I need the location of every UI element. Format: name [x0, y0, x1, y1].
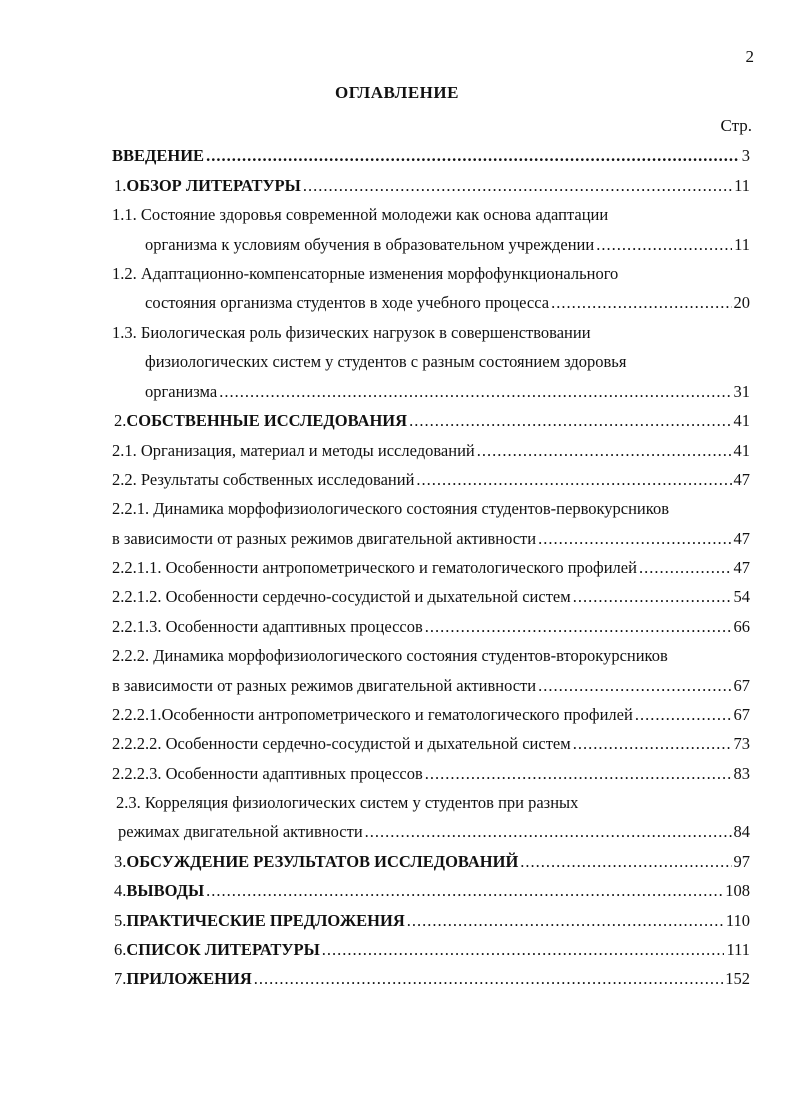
toc-entry-2-2-1-1[interactable] — [112, 558, 750, 578]
toc-entry-1-3-line3[interactable] — [145, 382, 750, 402]
toc-entry-page: 97 — [733, 852, 750, 871]
toc-entry-page: 11 — [734, 235, 750, 254]
leader-dots — [303, 176, 732, 196]
toc-entry-title-cont: физиологических систем у студентов с разным состоянием здоровья — [145, 352, 627, 371]
toc-entry-number: 7. — [114, 969, 127, 988]
toc-entry-1-2-line2[interactable] — [145, 293, 750, 313]
toc-entry-title-cont: в зависимости от разных режимов двигательной активности — [112, 529, 537, 548]
toc-entry-title: 2.2.1.3. Особенности адаптивных процессов — [112, 617, 423, 636]
leader-dots — [409, 411, 731, 431]
toc-entry-page: 11 — [734, 176, 750, 195]
leader-dots — [206, 146, 740, 166]
toc-entry-number: 3. — [114, 852, 127, 871]
toc-entry-page: 47 — [733, 558, 750, 577]
leader-dots — [425, 617, 732, 637]
leader-dots — [477, 441, 732, 461]
toc-entry-title-cont: режимах двигательной активности — [118, 822, 363, 841]
toc-entry-title: ВЫВОДЫ — [126, 881, 205, 900]
toc-entry-2-3-line1[interactable] — [116, 793, 578, 813]
toc-entry-2-2-2-3[interactable] — [112, 764, 750, 784]
toc-entry-title: 1.2. Адаптационно-компенсаторные изменения морфофункционального — [112, 264, 619, 283]
toc-entry-number: 5. — [114, 911, 127, 930]
toc-entry-title: 1.3. Биологическая роль физических нагрузок в совершенствовании — [112, 323, 591, 342]
toc-entry-page: 67 — [733, 676, 750, 695]
toc-entry-page: 41 — [733, 441, 750, 460]
toc-entry-3[interactable] — [114, 852, 750, 872]
toc-entry-title: 2.2.1.1. Особенности антропометрического и гематологического профилей — [112, 558, 637, 577]
page-column-label: Стр. — [720, 116, 752, 135]
toc-entry-2-2-2-line2[interactable] — [112, 676, 750, 696]
toc-entry-title: 2.2.1.2. Особенности сердечно-сосудистой и дыхательной систем — [112, 587, 571, 606]
toc-entry-title: 2.1. Организация, материал и методы исследований — [112, 441, 475, 460]
leader-dots — [538, 529, 731, 549]
toc-entry-page: 73 — [733, 734, 750, 753]
toc-entry-page: 67 — [733, 705, 750, 724]
leader-dots — [407, 911, 724, 931]
toc-entry-title: СОБСТВЕННЫЕ ИССЛЕДОВАНИЯ — [126, 411, 408, 430]
toc-entry-title: 2.2.2.1.Особенности антропометрического и гематологического профилей — [112, 705, 633, 724]
toc-entry-number: 6. — [114, 940, 127, 959]
toc-entry-2-2-2-line1[interactable] — [112, 646, 668, 666]
toc-entry-page: 47 — [733, 529, 750, 548]
page-title: ОГЛАВЛЕНИЕ — [335, 83, 459, 102]
toc-entry-2-2-1-line2[interactable] — [112, 529, 750, 549]
toc-entry-page: 108 — [725, 881, 750, 900]
leader-dots — [425, 764, 732, 784]
toc-entry-1-3-line2[interactable] — [145, 352, 626, 372]
toc-entry-page: 47 — [733, 470, 750, 489]
leader-dots — [520, 852, 731, 872]
toc-entry-1-2-line1[interactable] — [112, 264, 618, 284]
toc-entry-title: ПРИЛОЖЕНИЯ — [126, 969, 252, 988]
toc-entry-page: 66 — [733, 617, 750, 636]
toc-entry-page: 110 — [725, 911, 750, 930]
toc-entry-page: 31 — [733, 382, 750, 401]
leader-dots — [416, 470, 731, 490]
toc-entry-1-1-line1[interactable] — [112, 205, 608, 225]
leader-dots — [322, 940, 725, 960]
toc-entry-title-cont: организма — [145, 382, 218, 401]
toc-entry-2-2-1-3[interactable] — [112, 617, 750, 637]
toc-entry-title: СПИСОК ЛИТЕРАТУРЫ — [126, 940, 320, 959]
toc-entry-2-2[interactable] — [112, 470, 750, 490]
leader-dots — [254, 969, 724, 989]
toc-entry-page: 41 — [733, 411, 750, 430]
leader-dots — [538, 676, 731, 696]
leader-dots — [573, 734, 732, 754]
toc-entry-5[interactable] — [114, 911, 750, 931]
toc-entry-title-cont: организма к условиям обучения в образовательном учреждении — [145, 235, 595, 254]
toc-entry-title: 2.2. Результаты собственных исследований — [112, 470, 415, 489]
toc-entry-page: 83 — [733, 764, 750, 783]
toc-entry-title: 2.3. Корреляция физиологических систем у студентов при разных — [116, 793, 579, 812]
leader-dots — [551, 293, 731, 313]
toc-entry-page: 3 — [741, 146, 750, 165]
toc-entry-title: ОБЗОР ЛИТЕРАТУРЫ — [126, 176, 301, 195]
leader-dots — [596, 235, 732, 255]
toc-entry-2-2-2-2[interactable] — [112, 734, 750, 754]
toc-entry-title: ВВЕДЕНИЕ — [112, 146, 205, 165]
toc-entry-number: 2. — [114, 411, 127, 430]
toc-entry-2-2-2-1[interactable] — [112, 705, 750, 725]
toc-entry-1[interactable] — [114, 176, 750, 196]
toc-entry-4[interactable] — [114, 881, 750, 901]
toc-entry-title: 2.2.2.2. Особенности сердечно-сосудистой и дыхательной систем — [112, 734, 571, 753]
toc-entry-2-2-1-2[interactable] — [112, 587, 750, 607]
toc-entry-title: 2.2.2.3. Особенности адаптивных процессов — [112, 764, 423, 783]
toc-entry-2[interactable] — [114, 411, 750, 431]
toc-entry-1-3-line1[interactable] — [112, 323, 591, 343]
toc-entry-2-1[interactable] — [112, 441, 750, 461]
toc-entry-6[interactable] — [114, 940, 750, 960]
toc-entry-title: ОБСУЖДЕНИЕ РЕЗУЛЬТАТОВ ИССЛЕДОВАНИЙ — [126, 852, 519, 871]
leader-dots — [639, 558, 732, 578]
toc-entry-title: 2.2.2. Динамика морфофизиологического состояния студентов-второкурсников — [112, 646, 668, 665]
toc-entry-title-cont: в зависимости от разных режимов двигательной активности — [112, 676, 537, 695]
toc-entry-number: 4. — [114, 881, 127, 900]
toc-entry-7[interactable] — [114, 969, 750, 989]
toc-entry-title: 1.1. Состояние здоровья современной молодежи как основа адаптации — [112, 205, 609, 224]
leader-dots — [206, 881, 723, 901]
toc-entry-title: 2.2.1. Динамика морфофизиологического состояния студентов-первокурсников — [112, 499, 669, 518]
toc-entry-2-3-line2[interactable] — [118, 822, 750, 842]
toc-entry-title-cont: состояния организма студентов в ходе учебного процесса — [145, 293, 550, 312]
leader-dots — [573, 587, 732, 607]
leader-dots — [219, 382, 731, 402]
toc-entry-number: 1. — [114, 176, 127, 195]
toc-entry-1-1-line2[interactable] — [145, 235, 750, 255]
leader-dots — [635, 705, 732, 725]
page-number: 2 — [745, 47, 754, 66]
toc-entry-introduction[interactable] — [112, 146, 750, 166]
toc-entry-title: ПРАКТИЧЕСКИЕ ПРЕДЛОЖЕНИЯ — [126, 911, 405, 930]
toc-entry-page: 84 — [733, 822, 750, 841]
leader-dots — [365, 822, 732, 842]
toc-entry-2-2-1-line1[interactable] — [112, 499, 669, 519]
toc-entry-page: 152 — [725, 969, 750, 988]
toc-entry-page: 54 — [733, 587, 750, 606]
toc-entry-page: 111 — [726, 940, 750, 959]
toc-entry-page: 20 — [733, 293, 750, 312]
